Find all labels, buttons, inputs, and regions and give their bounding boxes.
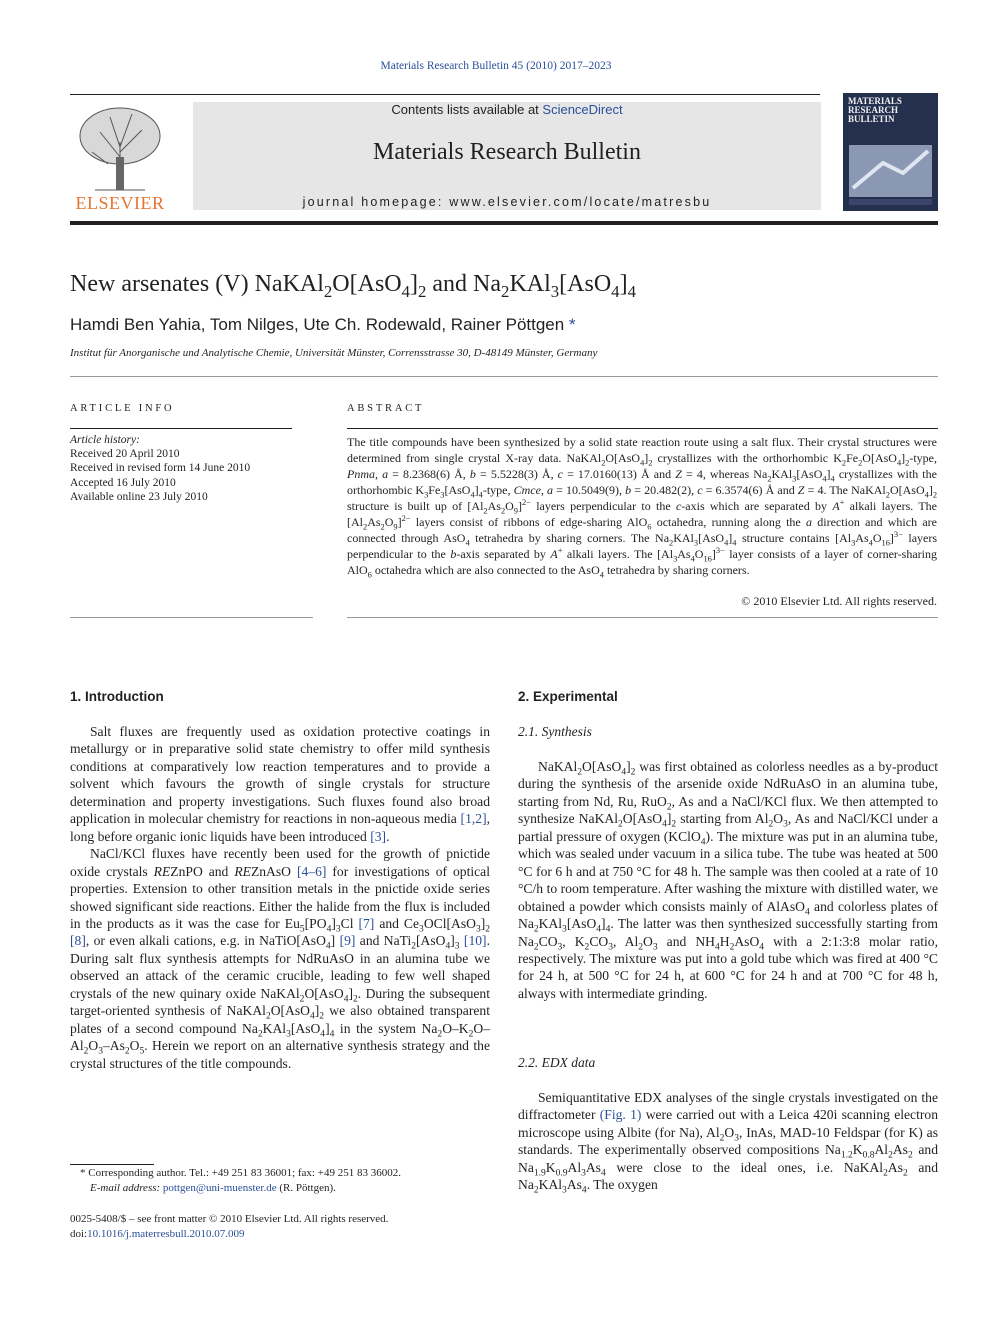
contents-prefix: Contents lists available at xyxy=(391,102,543,117)
subsection-synthesis-heading: 2.1. Synthesis xyxy=(518,724,592,739)
abstract-text: The title compounds have been synthesized by a solid state reaction route using a salt flux. Their crystal structures were determined from single crystal X-ray data. $NaKAl_2O[AsO_4]_2$ crystallizes with the orthorhombic $K_2Fe_2O[AsO_4]_2$-type, Pnma, a = 8.2368(6) Å, b = 5.5228(3) Å, c = 17.0160(13) Å and Z = 4, whereas $Na_2KAl_3[AsO_4]_4$ crystallizes with the orthorhombic $K_3Fe_3[AsO_4]_4$-type, Cmce, a = 10.5049(9), b = 20.482(2), c = 6.3574(6) Å and Z = 4. The $NaKAl_2O[AsO_4]_2$ structure is built up of $[Al_2As_2O_9]^{2-}$ layers perpendicular to the c-axis which are separated by A+ alkali layers. The $[Al_2As_2O_9]^{2-}$ layers consist of ribbons of edge-sharing AlO$_6$ octahedra, running along the a direction and which are connected through AsO$_4$ tetrahedra by sharing corners. The $Na_2KAl_3[AsO_4]_4$ structure contains $[Al_3As_4O_{16}]^{3-}$ layers perpendicular to the b-axis separated by A+ alkali layers. The $[Al_3As_4O_{16}]^{3-}$ layer consists of a layer of corner-sharing AlO$_6$ octahedra which are also connected to the AsO$_4$ tetrahedra by sharing corners. xyxy=(347,435,938,580)
edx-body xyxy=(518,1089,938,1194)
authors: Hamdi Ben Yahia, Tom Nilges, Ute Ch. Rodewald, Rainer Pöttgen xyxy=(70,315,565,334)
footnote xyxy=(70,1166,490,1196)
synthesis-body xyxy=(518,758,938,1002)
section-experimental-heading: 2. Experimental xyxy=(518,689,618,704)
journal-homepage xyxy=(193,195,821,209)
email-link[interactable]: pottgen@uni-muenster.de xyxy=(162,1182,277,1194)
author-list xyxy=(70,315,938,335)
header-thick-rule xyxy=(70,221,938,225)
doi-label: doi: xyxy=(70,1228,88,1240)
history-online: Available online 23 July 2010 xyxy=(70,490,208,503)
introduction-body xyxy=(70,723,490,1072)
doi-link[interactable]: 10.1016/j.materresbull.2010.07.009 xyxy=(87,1228,245,1240)
cover-title: MATERIALS RESEARCH BULLETIN xyxy=(848,96,902,124)
journal-citation[interactable]: Materials Research Bulletin 45 (2010) 2017–2023 xyxy=(380,60,612,72)
history-accepted: Accepted 16 July 2010 xyxy=(70,476,176,489)
synthesis-paragraph: $NaKAl_2O[AsO_4]_2$ was first obtained as colorless needles as a by-product during the synthesis of the arsenide oxide NdRuAsO in an alumina tube, starting from Nd, Ru, RuO$_2$, As and a NaCl/KCl flux. We then attempted to synthesize $NaKAl_2O[AsO_4]_2$ starting from $Al_2O_3$, As and NaCl/KCl under a partial pressure of oxygen (KClO$_4$). The mixture was put in an alumina tube, which was sealed under vacuum in a silica tube. The tube was heated at 500 °C for 6 h and at 750 °C for 48 h. The sample was then cooled at a rate of 10 °C/h to room temperature. After washing the mixture with distilled water, we obtained a powder which consists mainly of AlAsO$_4$ and colorless plates of $Na_2KAl_3[AsO_4]_4$. The latter was then synthesized successfully starting from $Na_2CO_3$, $K_2CO_3$, $Al_2O_3$ and $NH_4H_2AsO_4$ with a 2:1:3:8 molar ratio, respectively. The mixture was put into a gold tube which was fired at 400 °C for 24 h, at 500 °C for 24 h, at 600 °C for 24 h and at 700 °C for 48 h, always with intermediate grinding. xyxy=(518,759,939,1001)
journal-name: Materials Research Bulletin xyxy=(373,139,641,165)
affiliation: Institut für Anorganische und Analytische Chemie, Universität Münster, Corrensstrasse 30, D-48149 Münster, Germany xyxy=(70,347,598,359)
history-label: Article history: xyxy=(70,434,140,446)
homepage-prefix: journal homepage: xyxy=(302,195,450,209)
footnote-rule xyxy=(70,1164,154,1165)
history-received: Received 20 April 2010 xyxy=(70,448,180,461)
doi-line xyxy=(70,1227,490,1242)
subsection-edx-heading: 2.2. EDX data xyxy=(518,1055,596,1070)
abstract-heading: ABSTRACT xyxy=(347,403,425,414)
history-revised: Received in revised form 14 June 2010 xyxy=(70,462,251,475)
article-history xyxy=(70,433,300,504)
publisher-name: ELSEVIER xyxy=(75,193,165,213)
sciencedirect-link[interactable]: ScienceDirect xyxy=(542,102,623,117)
email-line xyxy=(70,1181,490,1196)
header-top-rule xyxy=(70,94,820,95)
email-label: E-mail address: xyxy=(90,1182,163,1194)
intro-paragraph-2: NaCl/KCl fluxes have recently been used for the growth of pnictide oxide crystals REZnPO and REZnAsO [4–6] for investigations of optical properties. Extension to other transition metals in the pnictide oxide series showed significant side reactions. Either the halide from the flux is included in the products as it was the case for $Eu_5[PO_4]_3Cl$ [7] and $Ce_3OCl[AsO_3]_2$ [8], or even alkali cations, e.g. in NaTiO[AsO$_4$] [9] and $NaTi_2[AsO_4]_3$ [10]. During salt flux synthesis attempts for NdRuAsO in an alumina tube we observed an attack of the ceramic crucible, leading to few well shaped crystals of the new quinary oxide $NaKAl_2O[AsO_4]_2$. During the subsequent target-oriented synthesis of $NaKAl_2O[AsO_4]_2$ we also obtained transparent plates of a second compound $Na_2KAl_3[AsO_4]_4$ in the system $Na_2O-K_2O-Al_2O_3-As_2O_5$. Herein we report on an alternative synthesis strategy and the crystal structures of the title compounds. xyxy=(70,846,491,1071)
abstract-copyright: © 2010 Elsevier Ltd. All rights reserved. xyxy=(741,594,937,608)
contents-line xyxy=(193,102,821,117)
abstract-rule-bottom xyxy=(347,617,938,618)
title-divider xyxy=(70,376,938,377)
corresponding-author-mark[interactable]: * xyxy=(568,315,576,334)
issn-line: 0025-5408/$ – see front matter © 2010 Elsevier Ltd. All rights reserved. xyxy=(70,1213,389,1225)
intro-paragraph-1: Salt fluxes are frequently used as oxidation protective coatings in metallurgy or in preparative solid state chemistry to offer mild synthesis conditions at comparatively low reaction temperatures and to provide a solvent which favours the growth of single crystals for structure determination and property investigations. Such fluxes found also broad application in molecular chemistry for reactions in non-aqueous media [1,2], long before organic ionic liquids have been introduced [3]. xyxy=(70,724,490,844)
homepage-url[interactable]: www.elsevier.com/locate/matresbu xyxy=(449,195,712,209)
info-rule-top xyxy=(70,428,292,429)
article-info-heading: ARTICLE INFO xyxy=(70,403,175,414)
front-matter xyxy=(70,1212,490,1242)
section-introduction-heading: 1. Introduction xyxy=(70,689,164,704)
article-title: New arsenates (V) $NaKAl_2O[AsO_4]_2$ and $Na_2KAl_3[AsO_4]_4$ xyxy=(70,271,636,301)
email-suffix: (R. Pöttgen). xyxy=(276,1182,336,1194)
corresponding-author: * Corresponding author. Tel.: +49 251 83 36001; fax: +49 251 83 36002. xyxy=(80,1167,401,1179)
edx-paragraph: Semiquantitative EDX analyses of the single crystals investigated on the diffractometer (Fig. 1) were carried out with a Leica 420i scanning electron microscope using Albite (for Na), $Al_2O_3$, InAs, MAD-10 Feldspar (for K) as standards. The experimentally observed compositions $Na_{1.2}K_{0.8}Al_2As_2$ and $Na_{1.9}K_{0.9}Al_3As_4$ were close to the ideal ones, i.e. $NaKAl_2As_2$ and $Na_2KAl_3As_4$. The oxygen xyxy=(518,1090,938,1196)
info-rule-bottom xyxy=(70,617,313,618)
abstract-rule-top xyxy=(347,428,938,429)
